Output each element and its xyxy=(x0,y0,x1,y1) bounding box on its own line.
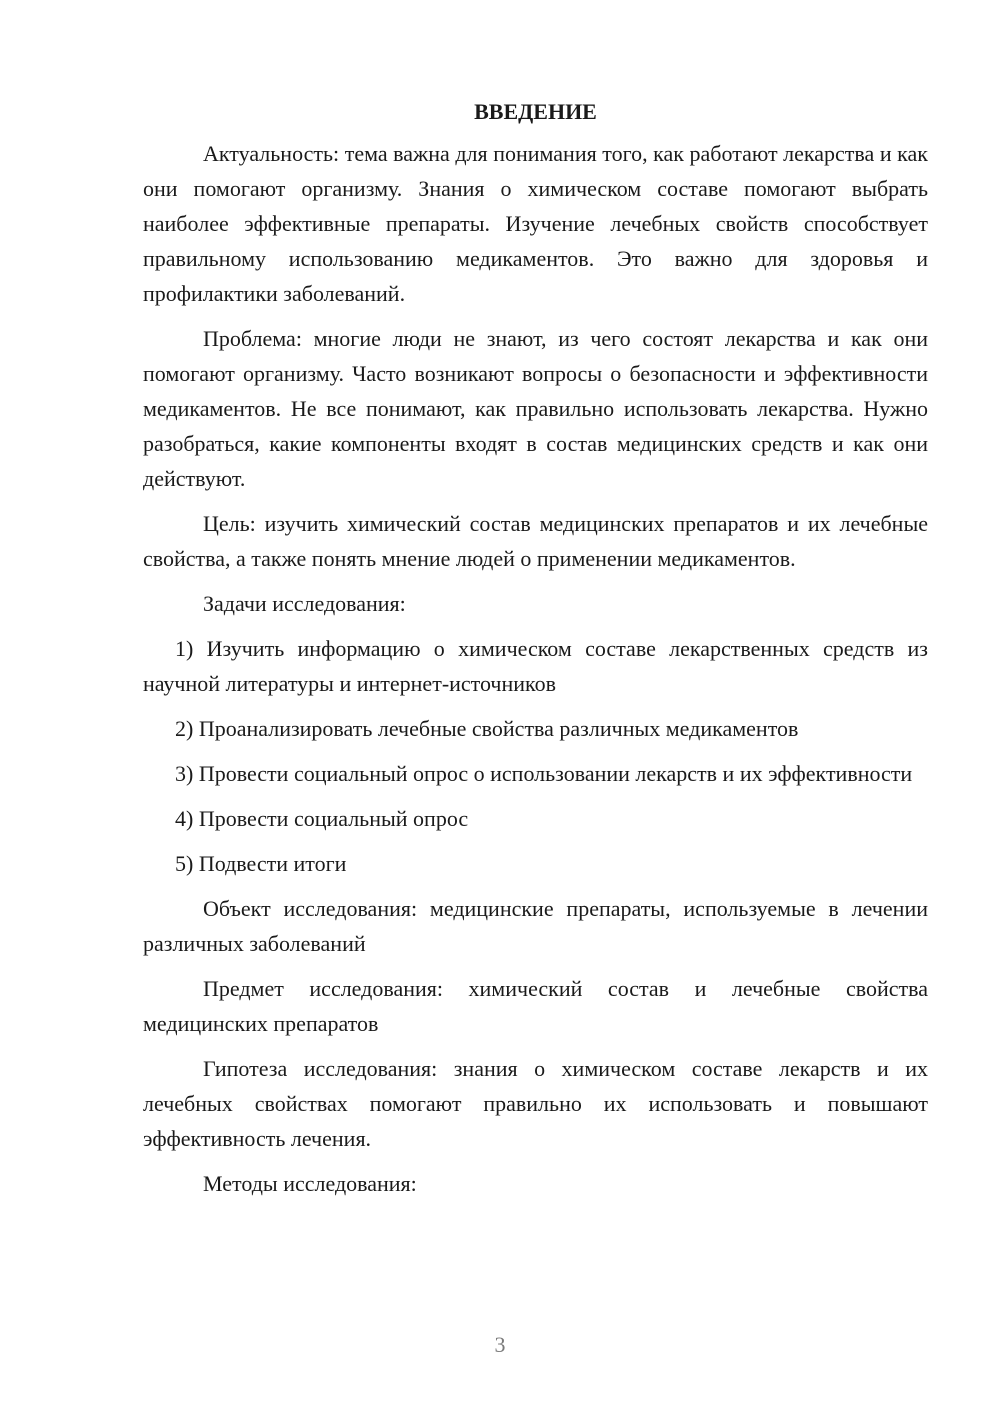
relevance-paragraph: Актуальность: тема важна для понимания того, как работают лекарства и как они помогают организму. Знания о химическом составе помогают выбрать наиболее эффективные препараты. Изучение лечебных свойств способствует правильному использованию медикаментов. Это важно для здоровья и профилактики заболеваний. xyxy=(143,141,928,306)
task-item: 5) Подвести итоги xyxy=(175,851,347,876)
tasks-heading: Задачи исследования: xyxy=(203,591,406,616)
page-content xyxy=(143,94,928,1211)
task-item: 2) Проанализировать лечебные свойства различных медикаментов xyxy=(175,716,799,741)
task-item: 3) Провести социальный опрос о использовании лекарств и их эффективности xyxy=(175,761,913,786)
methods-heading: Методы исследования: xyxy=(203,1171,417,1196)
object-paragraph: Объект исследования: медицинские препараты, используемые в лечении различных заболеваний xyxy=(143,896,928,956)
section-title: ВВЕДЕНИЕ xyxy=(474,99,597,124)
subject-paragraph: Предмет исследования: химический состав и лечебные свойства медицинских препаратов xyxy=(143,976,928,1036)
task-item: 4) Провести социальный опрос xyxy=(175,806,469,831)
goal-paragraph: Цель: изучить химический состав медицинских препаратов и их лечебные свойства, а также понять мнение людей о применении медикаментов. xyxy=(143,511,928,571)
problem-paragraph: Проблема: многие люди не знают, из чего состоят лекарства и как они помогают организму. Часто возникают вопросы о безопасности и эффективности медикаментов. Не все понимают, как правильно использовать лекарства. Нужно разобраться, какие компоненты входят в состав медицинских средств и как они действуют. xyxy=(143,326,928,491)
hypothesis-paragraph: Гипотеза исследования: знания о химическом составе лекарств и их лечебных свойствах помогают правильно их использовать и повышают эффективность лечения. xyxy=(143,1056,928,1151)
task-item: 1) Изучить информацию о химическом составе лекарственных средств из научной литературы и интернет-источников xyxy=(143,636,928,696)
page-number: 3 xyxy=(494,1332,506,1357)
